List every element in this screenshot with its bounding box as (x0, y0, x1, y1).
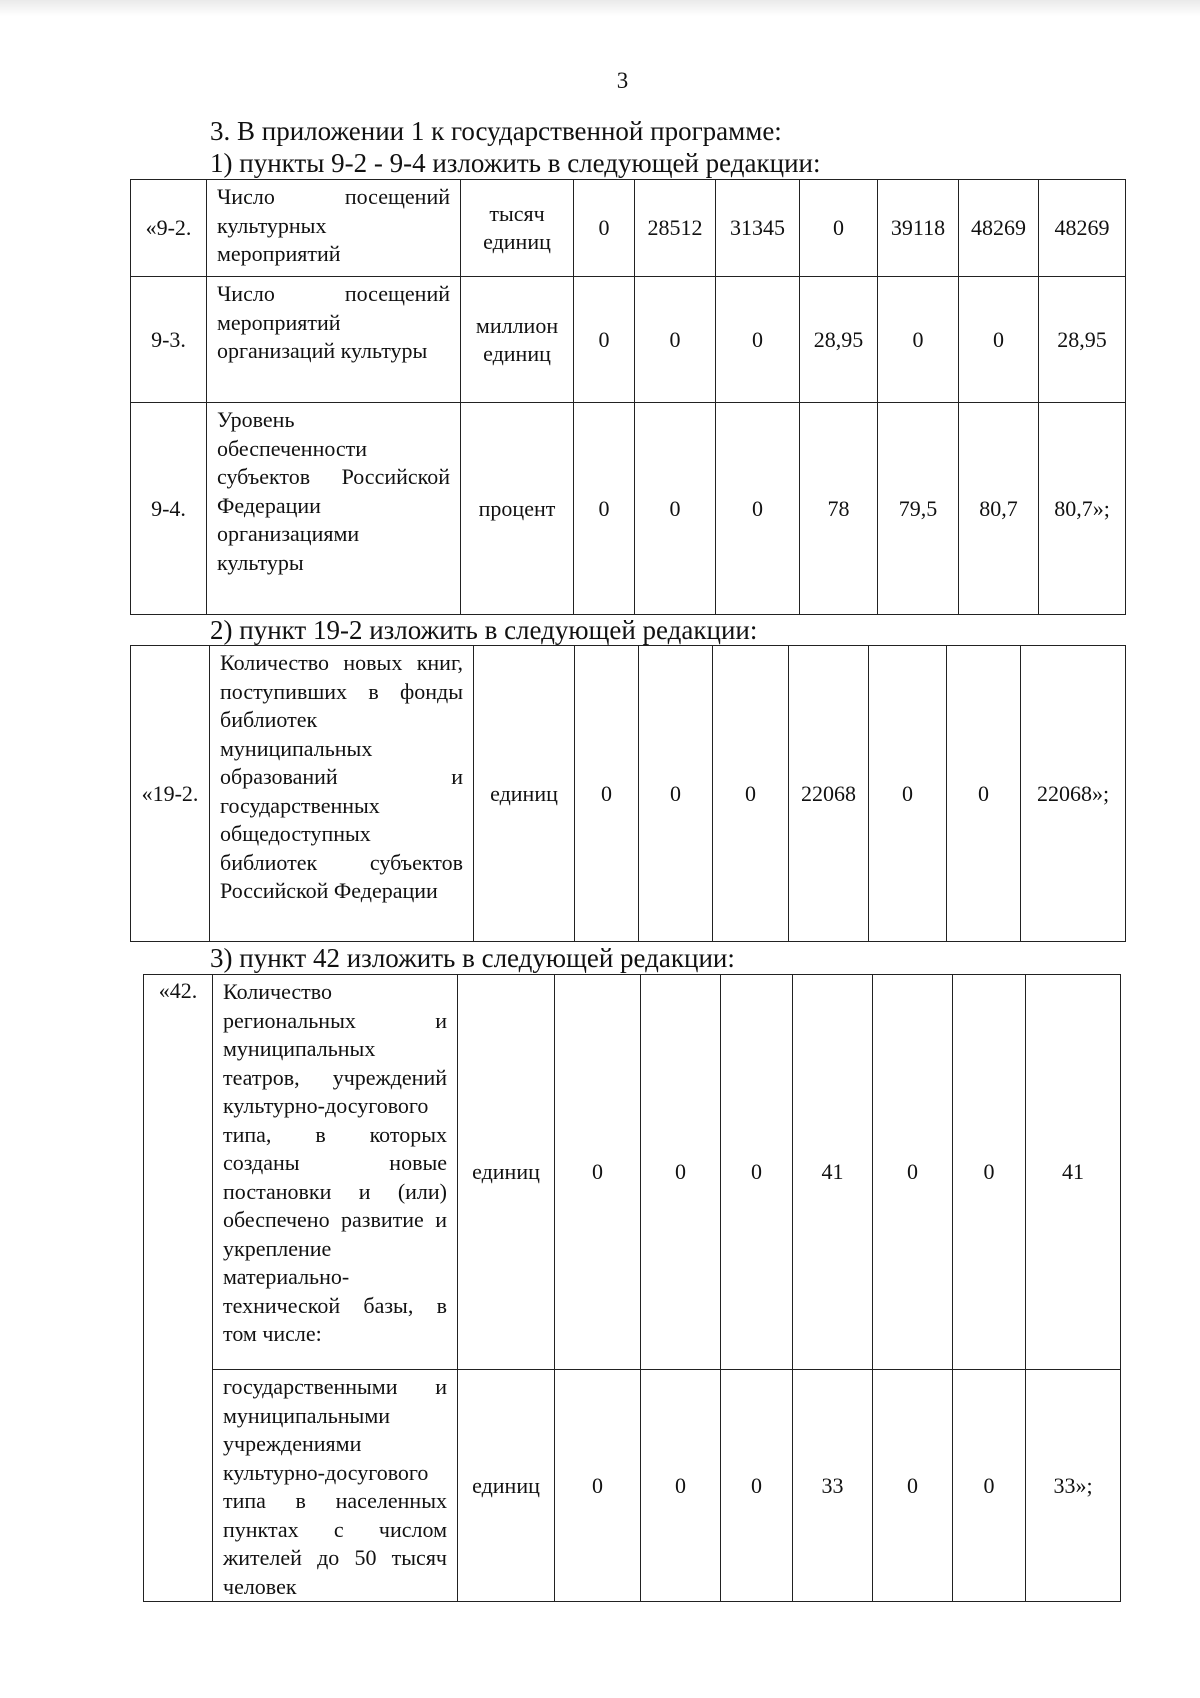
value-cell: 0 (641, 975, 721, 1370)
value-cell: 0 (574, 277, 635, 403)
value-cell: 0 (639, 646, 713, 942)
value-cell: 0 (953, 1370, 1026, 1602)
table-row (144, 975, 1121, 1370)
row-number: «19-2. (131, 646, 210, 942)
value-cell: 0 (869, 646, 947, 942)
value-cell: 80,7»; (1039, 403, 1126, 615)
value-cell: 0 (878, 277, 959, 403)
value-cell: 79,5 (878, 403, 959, 615)
value-cell: 0 (574, 180, 635, 277)
value-cell: 0 (800, 180, 878, 277)
indicator-table-42 (143, 974, 1121, 1602)
value-cell: 0 (575, 646, 639, 942)
table-row (131, 403, 1126, 615)
value-cell: 0 (555, 975, 641, 1370)
unit-cell: единиц (458, 975, 555, 1370)
value-cell: 28512 (635, 180, 716, 277)
value-cell: 31345 (716, 180, 800, 277)
unit-cell: миллион единиц (461, 277, 574, 403)
value-cell: 41 (793, 975, 873, 1370)
indicator-description: государственными и муниципальными учреждениями культурно-досугового типа в населенных пунктах с числом жителей до 50 тысяч человек (213, 1370, 458, 1602)
row-number: «9-2. (131, 180, 207, 277)
value-cell: 41 (1026, 975, 1121, 1370)
table-row (144, 1370, 1121, 1602)
row-number: 9-3. (131, 277, 207, 403)
value-cell: 0 (716, 277, 800, 403)
section-3-heading: 3) пункт 42 изложить в следующей редакции: (210, 943, 735, 973)
indicator-description: Количество региональных и муниципальных театров, учреждений культурно-досугового типа, в которых созданы новые постановки и (или) обеспечено развитие и укрепление материально-технической базы, в том числе: (213, 975, 458, 1370)
unit-cell: единиц (458, 1370, 555, 1602)
main-heading: 3. В приложении 1 к государственной программе: (210, 116, 782, 146)
indicator-table-9 (130, 179, 1126, 615)
section-2-heading: 2) пункт 19-2 изложить в следующей редакции: (210, 615, 758, 645)
value-cell: 0 (721, 1370, 793, 1602)
table-row (131, 180, 1126, 277)
value-cell: 78 (800, 403, 878, 615)
value-cell: 33 (793, 1370, 873, 1602)
value-cell: 48269 (959, 180, 1039, 277)
value-cell: 0 (574, 403, 635, 615)
value-cell: 0 (641, 1370, 721, 1602)
unit-cell: тысяч единиц (461, 180, 574, 277)
value-cell: 0 (555, 1370, 641, 1602)
scan-edge-shadow (0, 0, 1200, 16)
value-cell: 39118 (878, 180, 959, 277)
value-cell: 0 (721, 975, 793, 1370)
page-number: 3 (616, 68, 629, 93)
indicator-description: Число посещений культурных мероприятий (207, 180, 461, 277)
value-cell: 48269 (1039, 180, 1126, 277)
indicator-table-19 (130, 645, 1126, 942)
row-number: 9-4. (131, 403, 207, 615)
value-cell: 0 (947, 646, 1021, 942)
value-cell: 80,7 (959, 403, 1039, 615)
value-cell: 0 (635, 403, 716, 615)
row-number: «42. (144, 975, 213, 1602)
value-cell: 0 (873, 975, 953, 1370)
value-cell: 28,95 (800, 277, 878, 403)
indicator-description: Число посещений мероприятий организаций культуры (207, 277, 461, 403)
unit-cell: единиц (474, 646, 575, 942)
value-cell: 22068 (789, 646, 869, 942)
value-cell: 0 (635, 277, 716, 403)
value-cell: 0 (713, 646, 789, 942)
value-cell: 28,95 (1039, 277, 1126, 403)
value-cell: 33»; (1026, 1370, 1121, 1602)
indicator-description: Количество новых книг, поступивших в фонды библиотек муниципальных образований и государственных общедоступных библиотек субъектов Российской Федерации (210, 646, 474, 942)
indicator-description: Уровень обеспеченности субъектов Российской Федерации организациями культуры (207, 403, 461, 615)
section-1-heading: 1) пункты 9-2 - 9-4 изложить в следующей редакции: (210, 148, 821, 178)
value-cell: 22068»; (1021, 646, 1126, 942)
table-row (131, 646, 1126, 942)
table-row (131, 277, 1126, 403)
value-cell: 0 (873, 1370, 953, 1602)
value-cell: 0 (959, 277, 1039, 403)
unit-cell: процент (461, 403, 574, 615)
value-cell: 0 (953, 975, 1026, 1370)
value-cell: 0 (716, 403, 800, 615)
